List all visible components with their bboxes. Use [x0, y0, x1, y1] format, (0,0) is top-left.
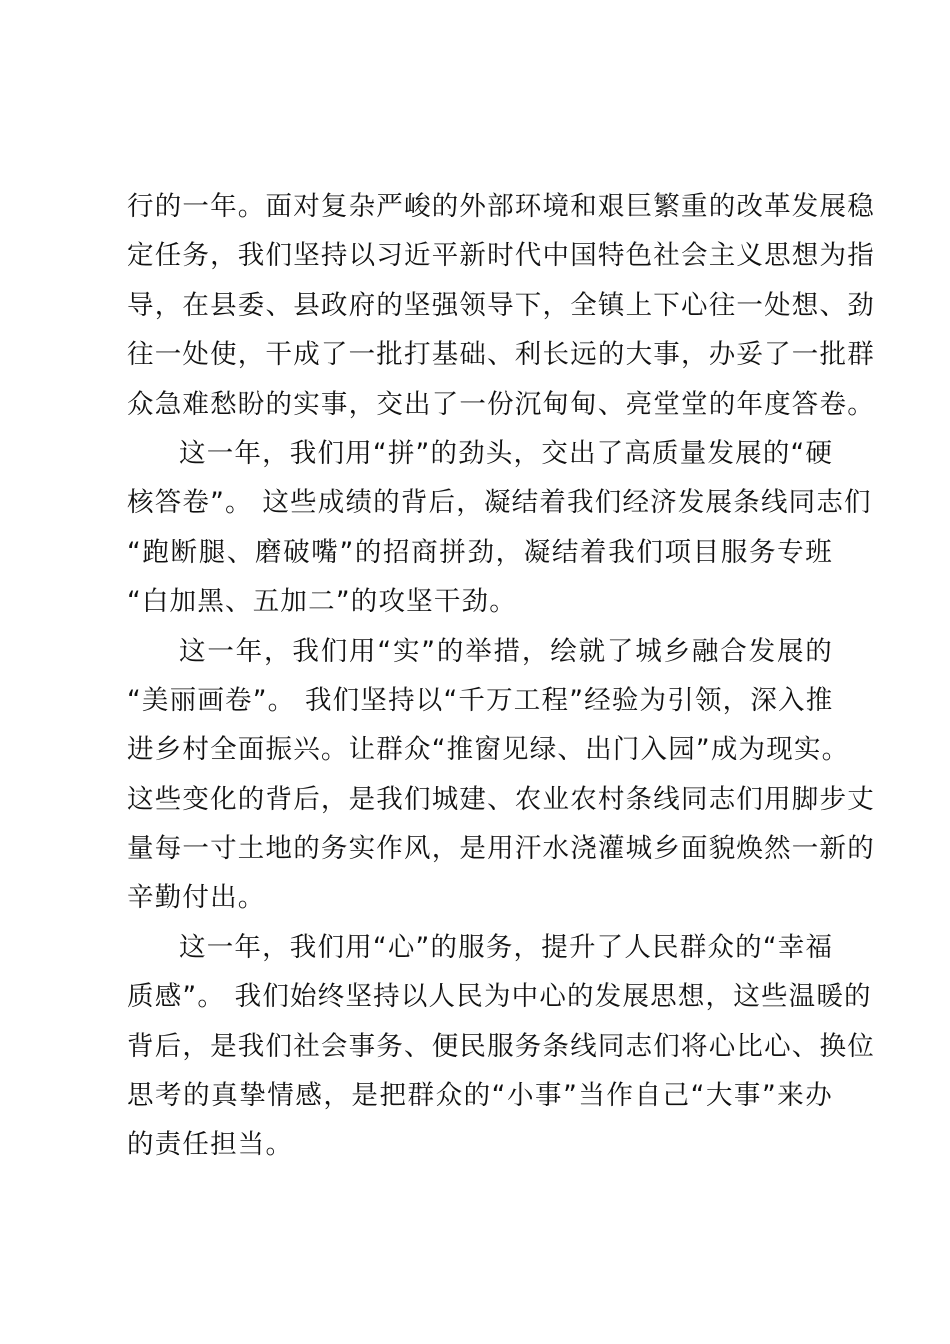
text-line: 进乡村全面振兴。让群众“推窗见绿、出门入园”成为现实。 — [127, 734, 850, 766]
paragraph-economic-development — [127, 429, 872, 627]
text-line: 质感”。 我们始终坚持以人民为中心的发展思想，这些温暖的 — [127, 981, 872, 1013]
text-line: “跑断腿、磨破嘴”的招商拼劲，凝结着我们项目服务专班 — [127, 536, 833, 568]
text-line: 往一处使，干成了一批打基础、利长远的大事，办妥了一批群 — [127, 339, 875, 371]
text-line: “白加黑、五加二”的攻坚干劲。 — [127, 586, 517, 618]
text-line: 核答卷”。 这些成绩的背后，凝结着我们经济发展条线同志们 — [127, 487, 872, 519]
text-line: 这一年，我们用“心”的服务，提升了人民群众的“幸福 — [179, 931, 834, 963]
text-line: 量每一寸土地的务实作风，是用汗水浇灌城乡面貌焕然一新的 — [127, 833, 875, 865]
text-line: 背后，是我们社会事务、便民服务条线同志们将心比心、换位 — [127, 1030, 875, 1062]
text-line: 定任务，我们坚持以习近平新时代中国特色社会主义思想为指 — [127, 240, 875, 272]
document-body — [127, 182, 875, 1170]
text-line: 众急难愁盼的实事，交出了一份沉甸甸、亮堂堂的年度答卷。 — [127, 388, 875, 420]
text-line: 行的一年。面对复杂严峻的外部环境和艰巨繁重的改革发展稳 — [127, 191, 875, 222]
paragraph-public-service — [127, 923, 875, 1170]
text-line: 的责任担当。 — [127, 1129, 294, 1161]
text-line: 导，在县委、县政府的坚强领导下，全镇上下心往一处想、劲 — [127, 289, 875, 321]
text-line: 这一年，我们用“拼”的劲头，交出了高质量发展的“硬 — [179, 437, 834, 469]
text-line: “美丽画卷”。 我们坚持以“千万工程”经验为引领，深入推 — [127, 684, 834, 716]
paragraph-year-summary — [127, 182, 875, 429]
text-line: 这些变化的背后，是我们城建、农业农村条线同志们用脚步丈 — [127, 783, 875, 815]
text-line: 辛勤付出。 — [127, 882, 266, 914]
text-line: 思考的真挚情感，是把群众的“小事”当作自己“大事”来办 — [127, 1080, 833, 1112]
text-line: 这一年，我们用“实”的举措，绘就了城乡融合发展的 — [179, 635, 833, 667]
paragraph-urban-rural — [127, 627, 875, 923]
